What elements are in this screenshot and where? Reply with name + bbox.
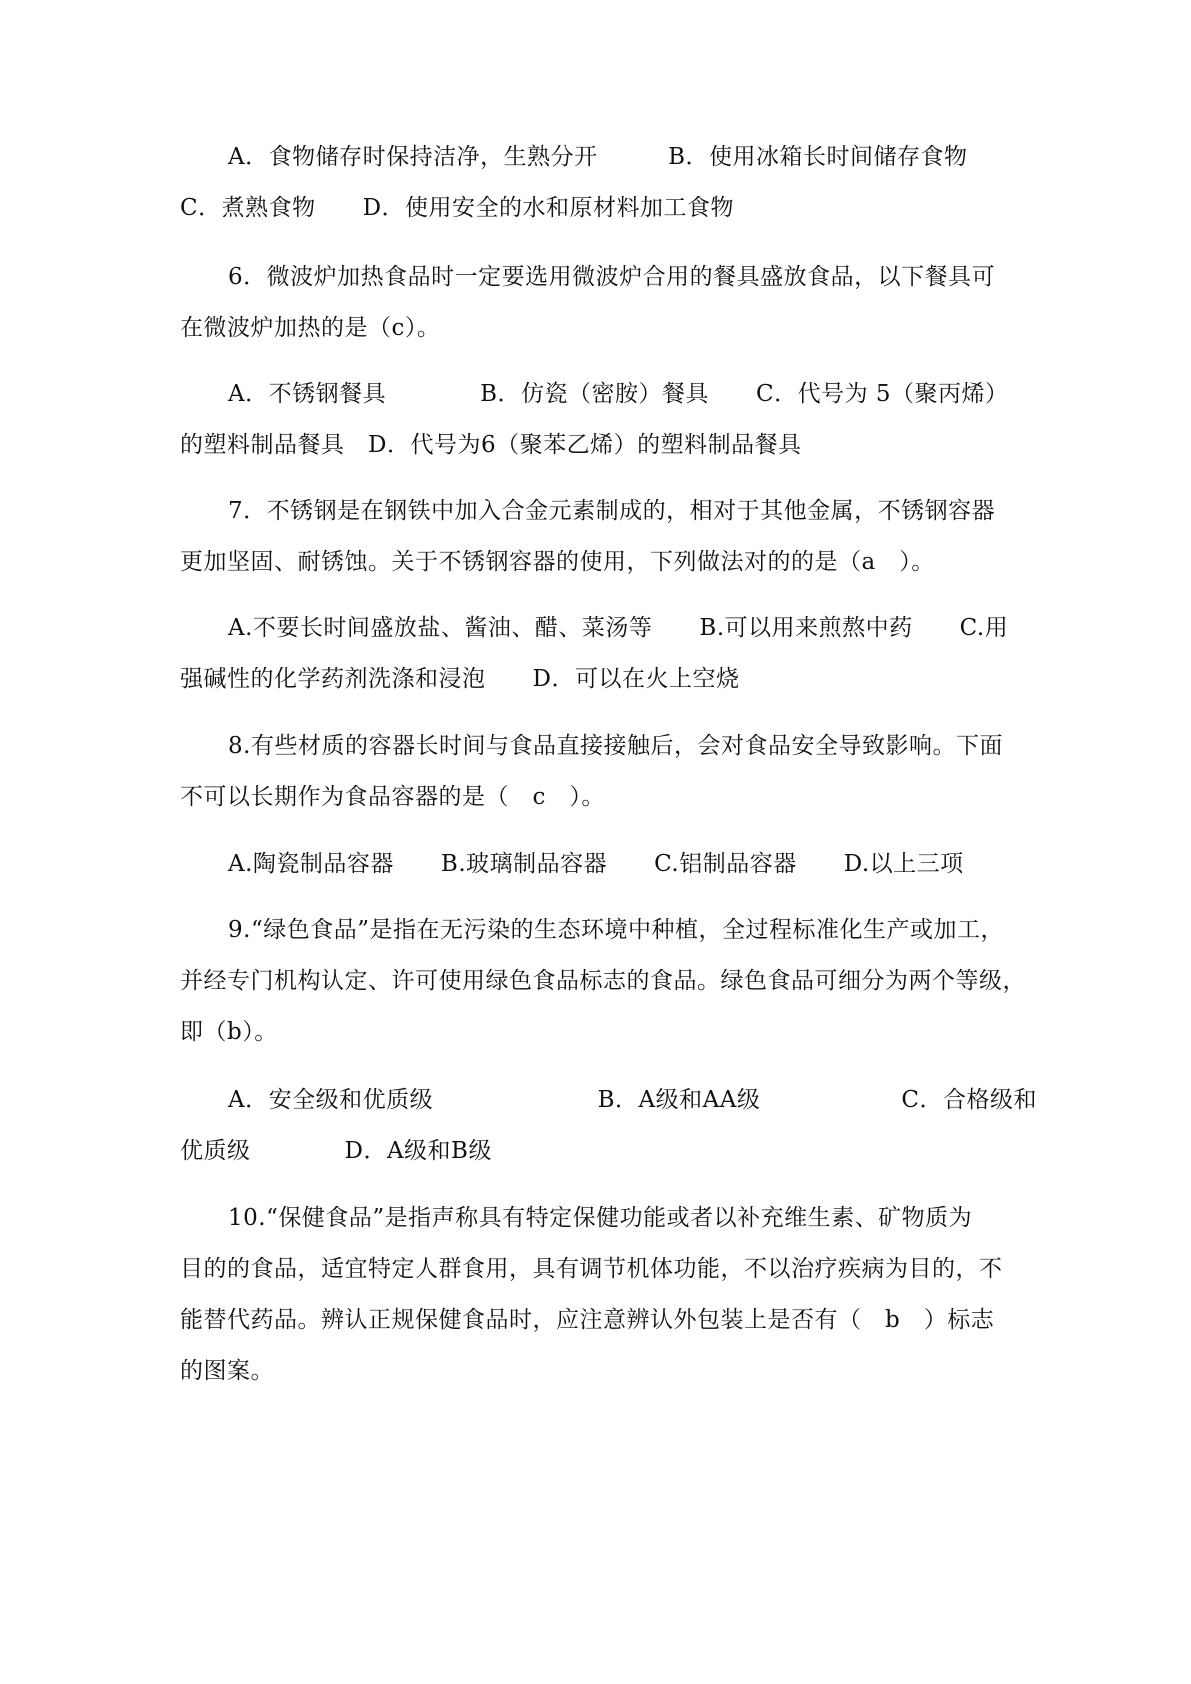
q8-line-2: 不可以长期作为食品容器的是（ c ）。 bbox=[180, 784, 605, 810]
q7-options-line-1: A.不要长时间盛放盐、酱油、醋、菜汤等 B.可以用来煎熬中药 C.用 bbox=[228, 615, 1009, 641]
q7-line-1: 7．不锈钢是在钢铁中加入合金元素制成的，相对于其他金属，不锈钢容器 bbox=[228, 498, 996, 524]
q5-options-line-1: A．食物储存时保持洁净，生熟分开 B．使用冰箱长时间储存食物 bbox=[228, 144, 968, 170]
q6-options-line-2: 的塑料制品餐具 D．代号为6（聚苯乙烯）的塑料制品餐具 bbox=[180, 432, 802, 458]
q10-line-1: 10.“保健食品”是指声称具有特定保健功能或者以补充维生素、矿物质为 bbox=[228, 1205, 973, 1231]
q7-options-line-2: 强碱性的化学药剂洗涤和浸泡 D．可以在火上空烧 bbox=[180, 666, 740, 692]
q8-line-1: 8.有些材质的容器长时间与食品直接接触后，会对食品安全导致影响。下面 bbox=[228, 733, 1003, 759]
q6-line-1: 6．微波炉加热食品时一定要选用微波炉合用的餐具盛放食品，以下餐具可 bbox=[228, 264, 996, 290]
q7-line-2: 更加坚固、耐锈蚀。关于不锈钢容器的使用，下列做法对的的是（a ）。 bbox=[180, 549, 935, 575]
q10-line-2: 目的的食品，适宜特定人群食用，具有调节机体功能，不以治疗疾病为目的，不 bbox=[180, 1256, 1003, 1282]
q10-line-4: 的图案。 bbox=[180, 1358, 274, 1384]
q6-options-line-1: A．不锈钢餐具 B．仿瓷（密胺）餐具 C．代号为 5（聚丙烯） bbox=[228, 381, 1009, 407]
q9-options-line-2: 优质级 D．A级和B级 bbox=[180, 1138, 492, 1164]
q6-line-2: 在微波炉加热的是（c）。 bbox=[180, 315, 441, 341]
q9-options-line-1: A．安全级和优质级 B．A级和AA级 C．合格级和 bbox=[228, 1087, 1037, 1113]
q9-line-3: 即（b）。 bbox=[180, 1019, 278, 1045]
q5-options-line-2: C．煮熟食物 D．使用安全的水和原材料加工食物 bbox=[180, 195, 735, 221]
q9-line-2: 并经专门机构认定、许可使用绿色食品标志的食品。绿色食品可细分为两个等级， bbox=[180, 968, 1026, 994]
q9-line-1: 9.“绿色食品”是指在无污染的生态环境中种植，全过程标准化生产或加工， bbox=[228, 917, 1004, 943]
q10-line-3: 能替代药品。辨认正规保健食品时，应注意辨认外包装上是否有（ b ）标志 bbox=[180, 1307, 995, 1333]
q8-options-line-1: A.陶瓷制品容器 B.玻璃制品容器 C.铝制品容器 D.以上三项 bbox=[228, 851, 964, 877]
